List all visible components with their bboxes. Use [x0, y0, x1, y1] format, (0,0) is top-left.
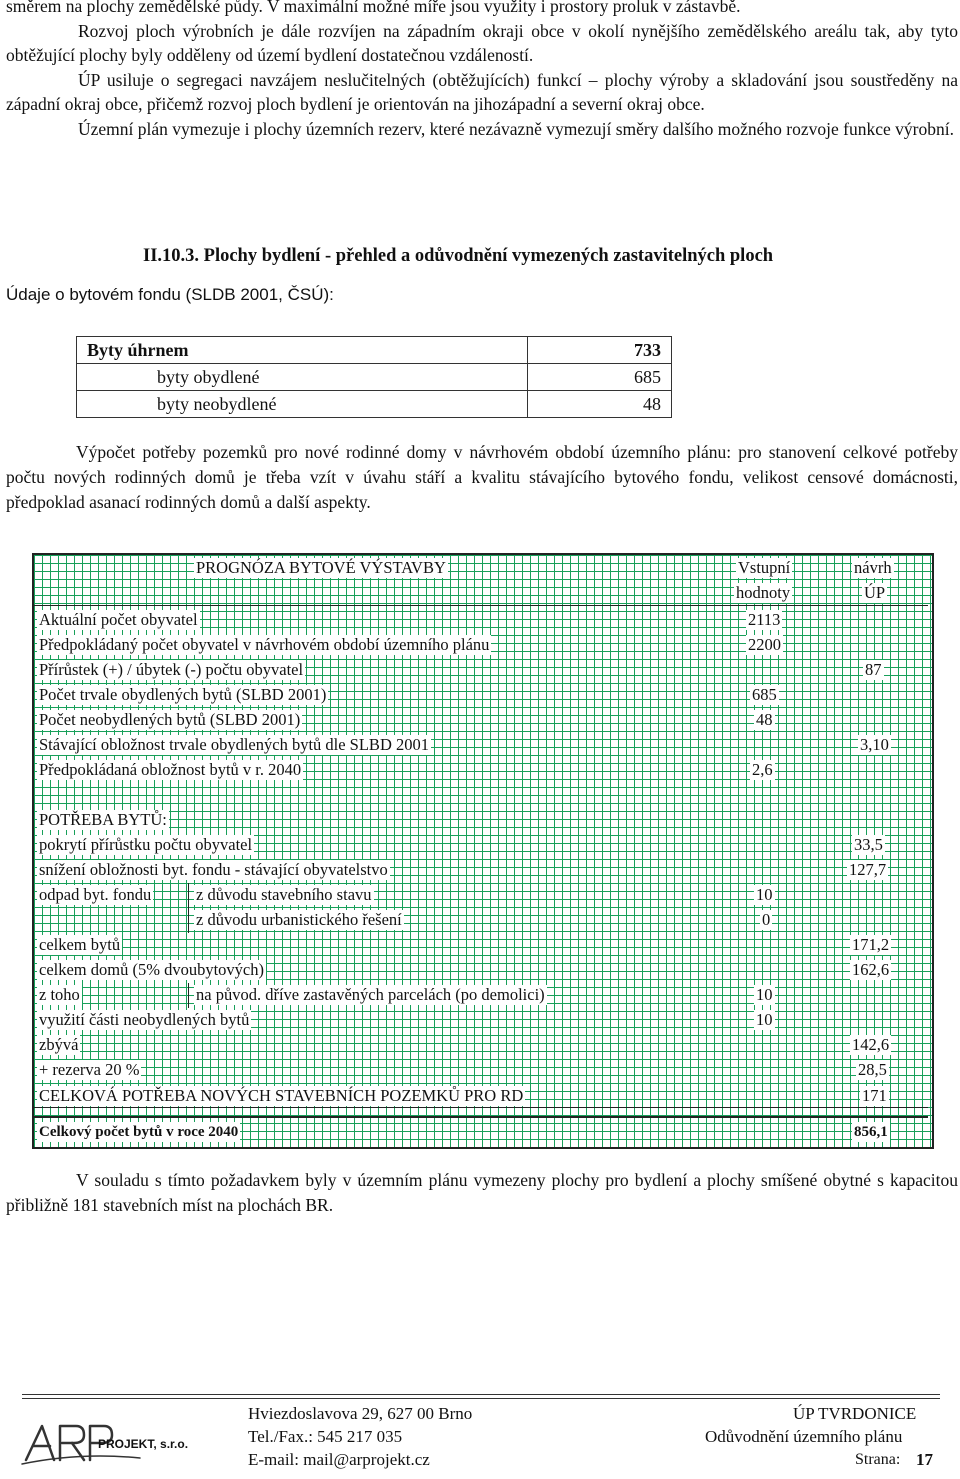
- housing-value: 733: [528, 337, 672, 364]
- forecast-row-input: 2200: [748, 635, 781, 654]
- need-row-input: 10: [756, 885, 773, 904]
- total-label: Celkový počet bytů v roce 2040: [39, 1124, 239, 1140]
- forecast-title: PROGNÓZA BYTOVÉ VÝSTAVBY: [196, 558, 446, 577]
- total-value: 856,1: [854, 1124, 888, 1140]
- table-row: [77, 391, 672, 418]
- footer-page-number: 17: [916, 1450, 933, 1469]
- need-row-label: zbývá: [39, 1035, 79, 1054]
- housing-label: byty neobydlené: [77, 391, 528, 418]
- footer-rule: [22, 1394, 940, 1399]
- need-row-input: 10: [756, 1010, 773, 1029]
- need-title: POTŘEBA BYTŮ:: [39, 810, 167, 829]
- need-row-sub: na původ. dříve zastavěných parcelách (po demolici): [196, 985, 545, 1004]
- need-row-label: CELKOVÁ POTŘEBA NOVÝCH STAVEBNÍCH POZEMKŮ PRO RD: [39, 1086, 524, 1105]
- column-header-plan: návrh: [854, 558, 892, 577]
- footer-email: E-mail: mail@arprojekt.cz: [248, 1450, 430, 1469]
- need-row-label: využití části neobydlených bytů: [39, 1010, 250, 1029]
- logo-text: PROJEKT, s.r.o.: [98, 1437, 189, 1451]
- need-row-plan: 33,5: [854, 835, 883, 854]
- need-row-input: 10: [756, 985, 773, 1004]
- housing-label: Byty úhrnem: [77, 337, 528, 364]
- conclusion-text: V souladu s tímto požadavkem byly v územním plánu vymezeny plochy pro bydlení a plochy smíšené obytné s kapacitou přibližně 181 stavebních míst na plochách BR.: [6, 1170, 958, 1215]
- footer-address: Hviezdoslavova 29, 627 00 Brno: [248, 1404, 473, 1423]
- housing-data-lead: Údaje o bytovém fondu (SLDB 2001, ČSÚ):: [6, 285, 334, 304]
- table-row: [77, 364, 672, 391]
- need-row-label: odpad byt. fondu: [39, 885, 152, 904]
- footer-phone: Tel./Fax.: 545 217 035: [248, 1427, 403, 1446]
- intro-paragraph-3: ÚP usiluje o segregaci navzájem neslučitelných (obtěžujících) funkcí – plochy výroby a skladování jsou soustředěny na západní okraj obce, přičemž rozvoj ploch bydlení je orientován na jihozápadní a severní okraj obce.: [6, 69, 958, 114]
- housing-label: byty obydlené: [77, 364, 528, 391]
- need-row-plan: 142,6: [852, 1035, 890, 1054]
- table-rule: [188, 883, 189, 933]
- forecast-row-input: 2,6: [752, 760, 773, 779]
- forecast-row-label: Aktuální počet obyvatel: [39, 610, 198, 629]
- company-logo: [20, 1412, 220, 1468]
- housing-value: 685: [528, 364, 672, 391]
- forecast-row-input: 48: [756, 710, 773, 729]
- forecast-row-plan: 87: [865, 660, 882, 679]
- need-row-label: snížení obložnosti byt. fondu - stávající obyvatelstvo: [39, 860, 388, 879]
- intro-paragraph-2: Rozvoj ploch výrobních je dále rozvíjen na západním okraji obce v okolí nynějšího zemědělského areálu tak, aby tyto obtěžující plochy byly odděleny od území bydlení dostatečnou vzdáleností.: [6, 20, 958, 65]
- need-row-plan: 171,2: [852, 935, 890, 954]
- need-row-label: celkem domů (5% dvoubytových): [39, 960, 264, 979]
- footer-plan-name: ÚP TVRDONICE: [793, 1404, 917, 1423]
- housing-table: [76, 336, 672, 418]
- need-row-sub: z důvodu stavebního stavu: [196, 885, 372, 904]
- need-row-label: celkem bytů: [39, 935, 121, 954]
- forecast-row-label: Počet trvale obydlených bytů (SLBD 2001): [39, 685, 327, 704]
- column-header-plan: ÚP: [864, 583, 886, 602]
- need-row-plan: 171: [862, 1086, 887, 1105]
- conclusion-paragraph: [6, 1168, 958, 1218]
- forecast-row-plan: 3,10: [860, 735, 889, 754]
- need-row-sub: z důvodu urbanistického řešení: [196, 910, 402, 929]
- footer-doc-type: Odůvodnění územního plánu: [705, 1427, 903, 1446]
- forecast-row-label: Předpokládaný počet obyvatel v návrhovém období územního plánu: [39, 635, 490, 654]
- section-heading: II.10.3. Plochy bydlení - přehled a odůvodnění vymezených zastavitelných ploch: [143, 246, 774, 266]
- table-rule: [188, 983, 189, 1008]
- table-rule: [34, 1116, 928, 1118]
- forecast-row-input: 685: [752, 685, 777, 704]
- forecast-row-label: Přírůstek (+) / úbytek (-) počtu obyvatel: [39, 660, 304, 679]
- forecast-row-label: Počet neobydlených bytů (SLBD 2001): [39, 710, 301, 729]
- intro-paragraph-1: směrem na plochy zemědělské půdy. V maximální možné míře jsou využity i prostory proluk v zástavbě.: [6, 0, 741, 16]
- need-row-label: z toho: [39, 985, 80, 1004]
- forecast-row-label: Předpokládaná obložnost bytů v r. 2040: [39, 760, 302, 779]
- intro-text: [6, 0, 958, 141]
- intro-paragraph-4: Územní plán vymezuje i plochy územních rezerv, které nezávazně vymezují směry dalšího možného rozvoje funkce výrobní.: [78, 118, 954, 139]
- table-rule: [34, 1107, 928, 1108]
- need-row-plan: 28,5: [858, 1060, 887, 1079]
- forecast-table: [32, 553, 934, 1149]
- calculation-text: Výpočet potřeby pozemků pro nové rodinné domy v návrhovém období územního plánu: pro stanovení celkové potřeby počtu nových rodinných domů je třeba vzít v úvahu stáří a kvalitu stávajícího bytového fondu, velikost censové domácnosti, předpoklad asanací rodinných domů a další aspekty.: [6, 442, 958, 512]
- forecast-row-input: 2113: [748, 610, 781, 629]
- need-row-plan: 162,6: [852, 960, 890, 979]
- table-row: [77, 337, 672, 364]
- table-rule: [34, 605, 928, 606]
- footer-page-label: Strana:: [855, 1451, 901, 1468]
- need-row-input: 0: [762, 910, 771, 929]
- need-row-label: pokrytí přírůstku počtu obyvatel: [39, 835, 253, 854]
- calculation-paragraph: [6, 440, 958, 515]
- housing-value: 48: [528, 391, 672, 418]
- need-row-label: + rezerva 20 %: [39, 1060, 140, 1079]
- forecast-row-label: Stávající obložnost trvale obydlených bytů dle SLBD 2001: [39, 735, 429, 754]
- column-header-input: Vstupní: [738, 558, 791, 577]
- column-header-input: hodnoty: [736, 583, 791, 602]
- need-row-plan: 127,7: [849, 860, 887, 879]
